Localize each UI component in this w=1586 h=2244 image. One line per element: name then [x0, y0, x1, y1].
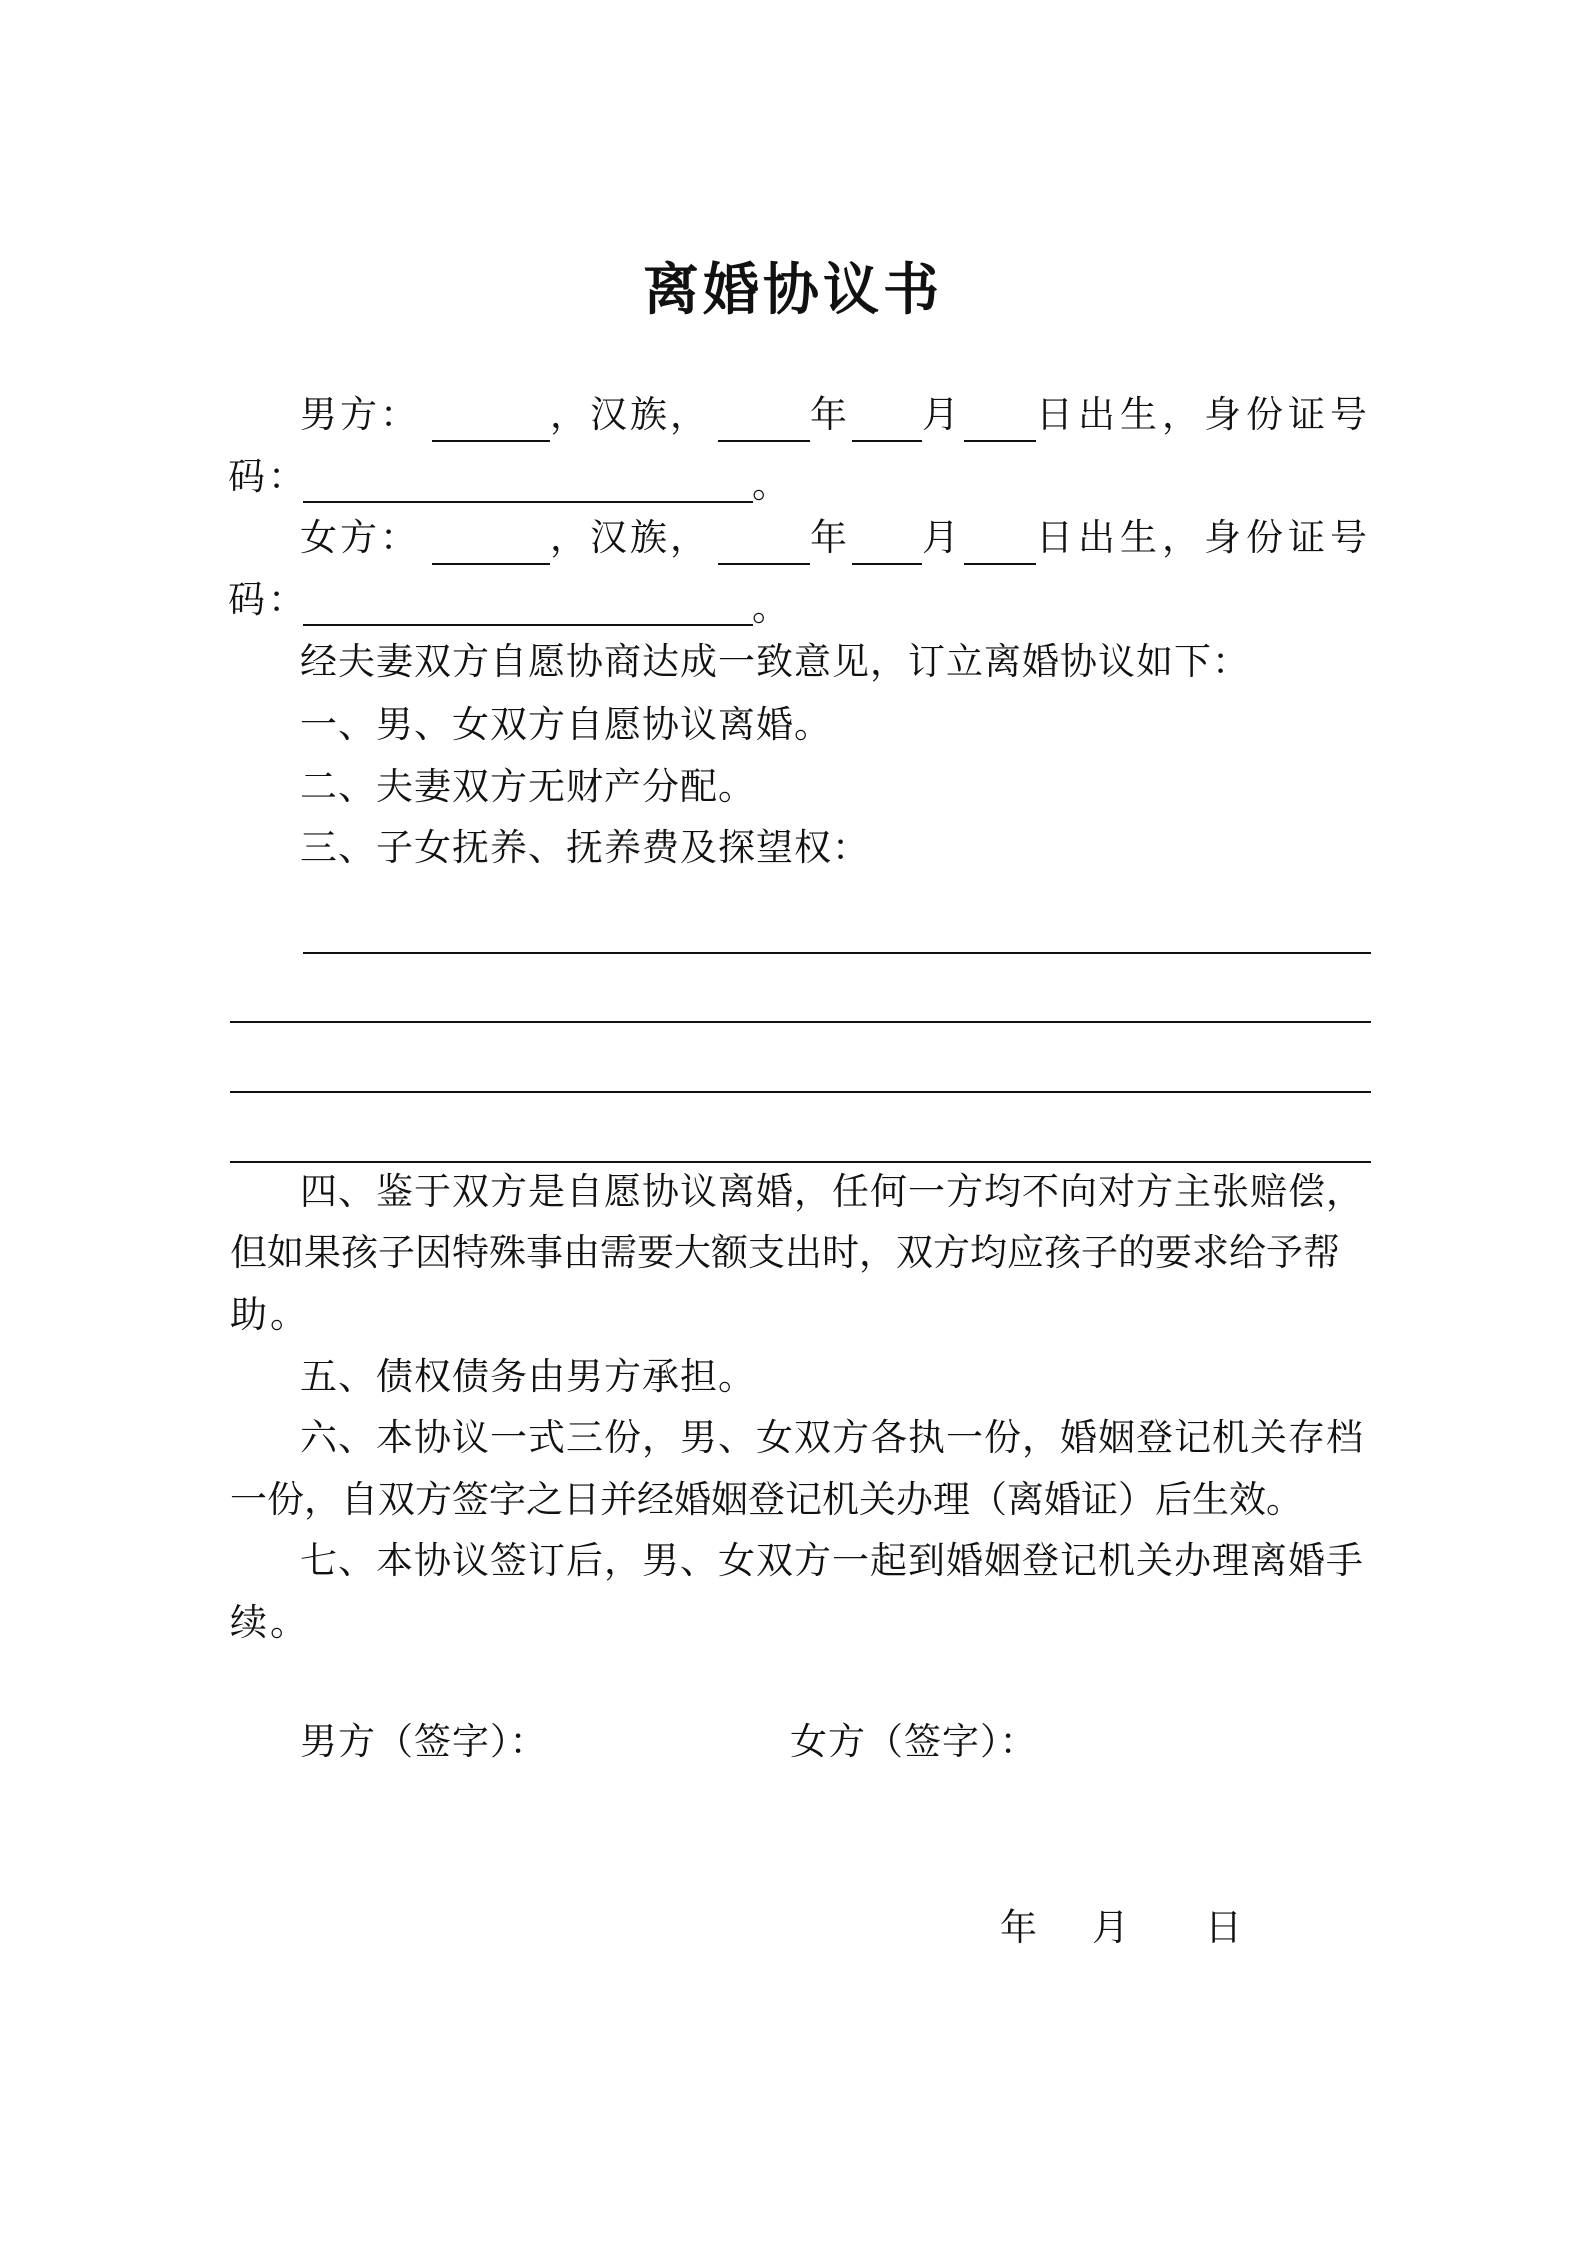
female-birth-text: 日出生，身份证号	[1036, 516, 1372, 559]
male-id-period: 。	[752, 463, 792, 506]
clause-3-blank-line	[303, 952, 1371, 954]
date-year-label: 年	[1000, 1906, 1040, 1949]
date-day-label: 日	[1205, 1906, 1245, 1949]
clause-4-line-1: 四、鉴于双方是自愿协议离婚，任何一方均不向对方主张赔偿，	[300, 1170, 1364, 1213]
female-month-blank	[852, 563, 922, 565]
clause-5: 五、债权债务由男方承担。	[300, 1355, 756, 1398]
male-name-blank	[432, 440, 550, 442]
male-id-label: 码：	[228, 455, 308, 498]
male-ethnic-text: ，汉族，	[550, 393, 710, 436]
clause-6-line-1: 六、本协议一式三份，男、女双方各执一份，婚姻登记机关存档	[300, 1416, 1364, 1459]
female-name-blank	[432, 563, 550, 565]
male-id-blank	[303, 501, 753, 503]
clause-7-line-2: 续。	[230, 1601, 310, 1644]
female-id-label: 码：	[228, 578, 308, 621]
female-signature-label: 女方（签字）：	[790, 1720, 1038, 1763]
female-month-label: 月	[922, 516, 962, 559]
document-title: 离婚协议书	[643, 258, 943, 323]
male-year-label: 年	[810, 393, 850, 436]
clause-1: 一、男、女双方自愿协议离婚。	[300, 703, 832, 746]
female-id-blank	[303, 624, 753, 626]
clause-2: 二、夫妻双方无财产分配。	[300, 765, 756, 808]
male-month-label: 月	[922, 393, 962, 436]
female-id-period: 。	[752, 586, 792, 629]
female-label: 女方：	[300, 516, 420, 559]
clause-3-blank-line	[230, 1021, 1371, 1023]
clause-3-blank-line	[230, 1161, 1371, 1163]
male-signature-label: 男方（签字）：	[300, 1720, 548, 1763]
female-day-blank	[964, 563, 1036, 565]
clause-3: 三、子女抚养、抚养费及探望权：	[300, 826, 870, 869]
clause-7-line-1: 七、本协议签订后，男、女双方一起到婚姻登记机关办理离婚手	[300, 1539, 1364, 1582]
male-birth-text: 日出生，身份证号	[1036, 393, 1372, 436]
clause-4-line-2: 但如果孩子因特殊事由需要大额支出时，双方均应孩子的要求给予帮	[230, 1231, 1340, 1274]
date-month-label: 月	[1092, 1906, 1132, 1949]
male-label: 男方：	[300, 393, 420, 436]
clause-3-blank-line	[230, 1091, 1371, 1093]
intro-text: 经夫妻双方自愿协商达成一致意见，订立离婚协议如下：	[300, 640, 1250, 683]
female-year-blank	[718, 563, 810, 565]
clause-6-line-2: 一份，自双方签字之日并经婚姻登记机关办理（离婚证）后生效。	[230, 1478, 1303, 1521]
male-year-blank	[718, 440, 810, 442]
male-day-blank	[964, 440, 1036, 442]
female-ethnic-text: ，汉族，	[550, 516, 710, 559]
clause-4-line-3: 助。	[230, 1293, 310, 1336]
female-year-label: 年	[810, 516, 850, 559]
male-month-blank	[852, 440, 922, 442]
